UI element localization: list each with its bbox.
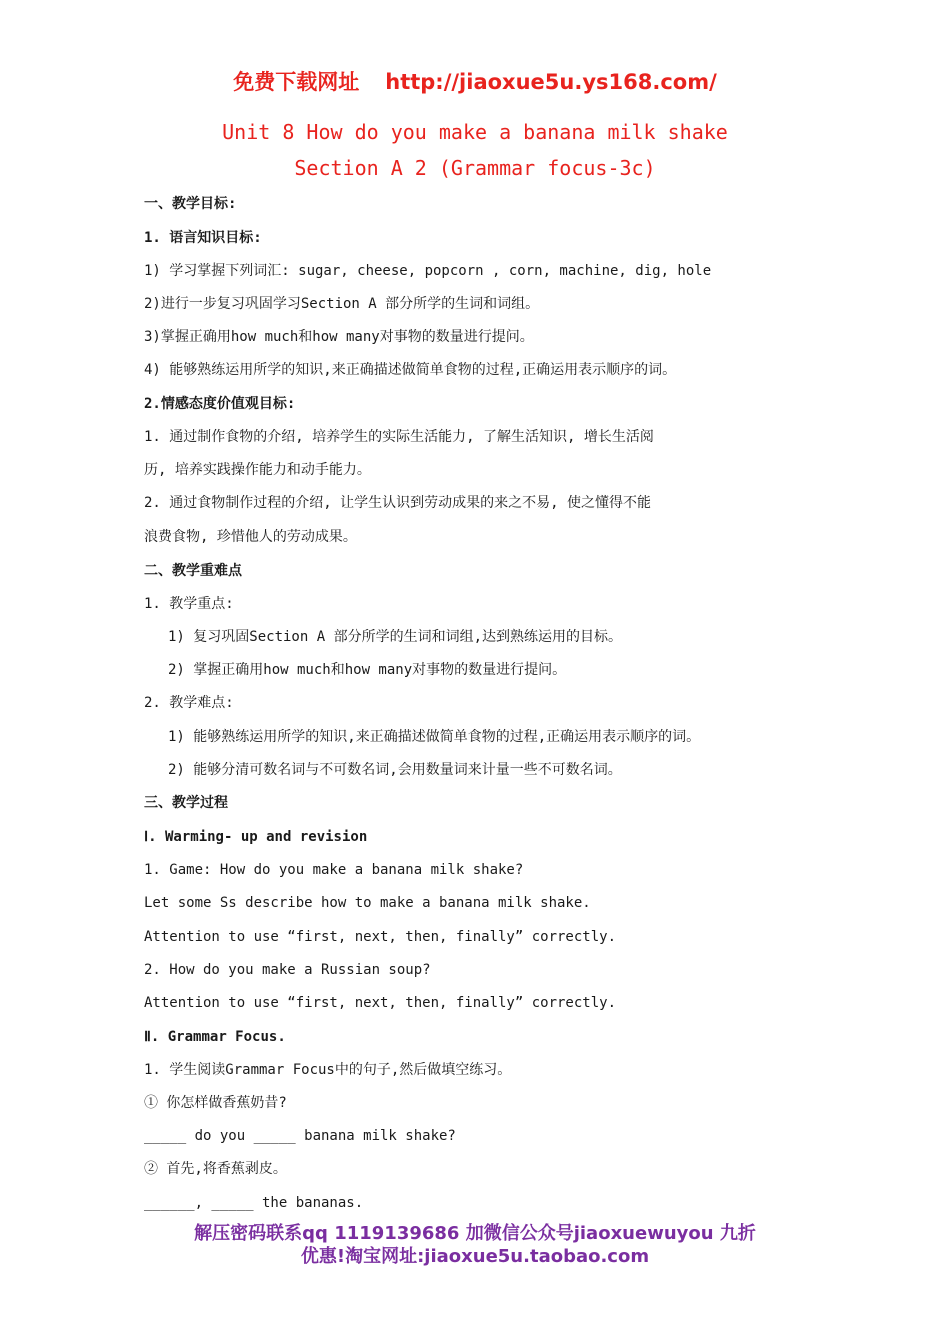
section-title: Section A 2 (Grammar focus-3c) (294, 156, 656, 180)
subheading-difficulties: 2. 教学难点: (144, 695, 234, 711)
paragraph-line: Attention to use “first, next, then, finally” correctly. (144, 995, 617, 1011)
header-url-link[interactable]: http://jiaoxue5u.ys168.com/ (385, 70, 717, 94)
list-item: 2) 掌握正确用how much和how many对事物的数量进行提问。 (168, 662, 567, 678)
exercise-line: ______, _____ the bananas. (144, 1195, 364, 1211)
footer-shop-link[interactable]: 优惠!淘宝网址:jiaoxue5u.taobao.com (300, 1246, 650, 1267)
list-item: 2) 能够分清可数名词与不可数名词,会用数量词来计量一些不可数名词。 (168, 762, 622, 778)
paragraph-line: 2. 通过食物制作过程的介绍, 让学生认识到劳动成果的来之不易, 使之懂得不能 (144, 495, 651, 511)
exercise-line: ② 首先,将香蕉剥皮。 (144, 1161, 287, 1177)
heading-key-points: 二、教学重难点 (144, 563, 242, 579)
exercise-line: _____ do you _____ banana milk shake? (144, 1128, 456, 1144)
list-item: 3)掌握正确用how much和how many对事物的数量进行提问。 (144, 329, 534, 345)
subheading-grammar-focus: Ⅱ. Grammar Focus. (144, 1029, 286, 1045)
list-item: 4) 能够熟练运用所学的知识,来正确描述做简单食物的过程,正确运用表示顺序的词。 (144, 362, 677, 378)
list-item: 1) 学习掌握下列词汇: sugar, cheese, popcorn , corn, machine, dig, hole (144, 263, 712, 279)
exercise-line: ① 你怎样做香蕉奶昔? (144, 1095, 287, 1111)
list-item: 1) 能够熟练运用所学的知识,来正确描述做简单食物的过程,正确运用表示顺序的词。 (168, 729, 701, 745)
paragraph-line: Let some Ss describe how to make a banana milk shake. (144, 895, 591, 911)
paragraph-line: 1. Game: How do you make a banana milk shake? (144, 862, 524, 878)
paragraph-line: 2. How do you make a Russian soup? (144, 962, 431, 978)
list-item: 2)进行一步复习巩固学习Section A 部分所学的生词和词组。 (144, 296, 540, 312)
heading-procedure: 三、教学过程 (144, 795, 228, 811)
unit-title: Unit 8 How do you make a banana milk shake (222, 120, 728, 144)
list-item: 1) 复习巩固Section A 部分所学的生词和词组,达到熟练运用的目标。 (168, 629, 623, 645)
subheading-language-goals: 1. 语言知识目标: (144, 230, 262, 246)
paragraph-line: 浪费食物, 珍惜他人的劳动成果。 (144, 529, 357, 545)
header-label: 免费下载网址 (233, 70, 360, 94)
paragraph-line: 历, 培养实践操作能力和动手能力。 (144, 462, 371, 478)
paragraph-line: Attention to use “first, next, then, finally” correctly. (144, 929, 617, 945)
paragraph-line: 1. 学生阅读Grammar Focus中的句子,然后做填空练习。 (144, 1062, 512, 1078)
download-header (0, 66, 950, 96)
subheading-values-goals: 2.情感态度价值观目标: (144, 396, 296, 412)
subheading-focus: 1. 教学重点: (144, 596, 234, 612)
paragraph-line: 1. 通过制作食物的介绍, 培养学生的实际生活能力, 了解生活知识, 增长生活阅 (144, 429, 654, 445)
heading-objectives: 一、教学目标: (144, 196, 237, 212)
footer-contact: 解压密码联系qq 1119139686 加微信公众号jiaoxuewuyou 九折 (194, 1223, 756, 1244)
subheading-warming-up: Ⅰ. Warming- up and revision (144, 829, 368, 845)
